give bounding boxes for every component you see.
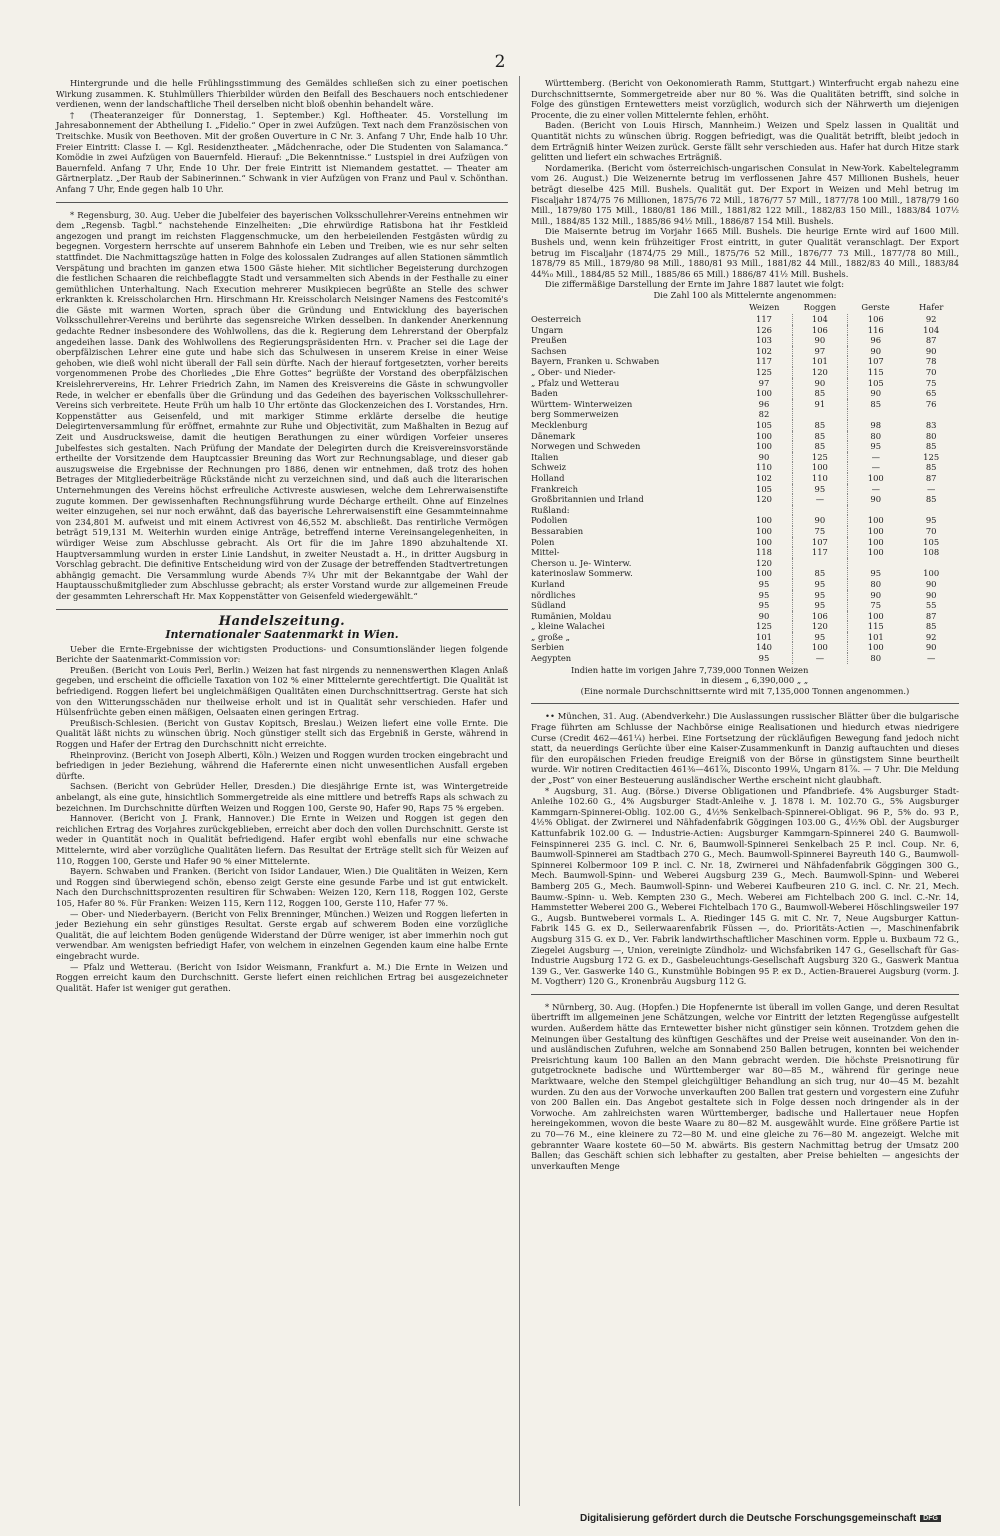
cell-value: 96 <box>758 398 770 409</box>
cell-value: 78 <box>925 356 937 367</box>
cell-value: 97 <box>792 346 848 357</box>
table-row <box>531 568 959 579</box>
cell-value: 85 <box>792 441 848 452</box>
table-row <box>531 494 959 505</box>
row-label: Oesterreich <box>531 314 582 325</box>
cell-value: 98 <box>870 420 882 430</box>
row-label: „ Pfalz und Wetterau <box>531 377 620 388</box>
cell-value: 95 <box>758 653 770 664</box>
cell-value: 87 <box>925 472 937 483</box>
article-regensburg: * Regensburg, 30. Aug. Ueber die Jubelfeier des bayerischen Volksschullehrer-Vereins entnehmen wir dem „Regensb. Tagbl.“ nachstehende Einzelheiten: „Die ehrwürdige Ratisbona hat ihr Festkleid angezogen und prangt im reichsten Flaggenschmucke, um den herbeieilenden Festgästen würdig zu begegnen. Vorgestern herrschte auf unserem Bahnhofe ein Leben und Treiben, wie es nur sehr selten stattfindet. Die Nachmittagszüge hatten in Folge des kolossalen Zudranges auf allen Stationen sämmtlich Verspätung und brachten im ganzen etwa 1500 Gäste hieher. Mit sichtlicher Begeisterung durchzogen die festlichen Schaaren die reichbeflaggte Stadt und versammelten sich Abends in der Festhalle zu einer gemüthlichen Unterhaltung. Nach Execution mehrerer Musikpiecen begrüßte an Stelle des schwer erkrankten k. Kreisscholarchen Hrn. Hirschmann Hr. Kreisscholarch Neisinger Namens des Festcomité's die Gäste mit warmen Worten, sprach über die Gründung und Entwicklung des bayerischen Volksschullehrer-Vereins und berührte das segensreiche Wirken desselben. In dankender Anerkennung gedachte Redner insbesondere des Wohlwollens, das die k. Regierung dem Lehrerstand der Oberpfalz angedeihen lasse. Dank des Wohlwollens des Regierungspräsidenten Hrn. v. Pracher sei die Lage der oberpfälzischen Lehrer eine gute und habe sich das Schulwesen in unserem Kreise in einer Weise gehoben, wie dieß wohl nicht überall der Fall sein dürfte. Nach der hierauf fortgesetzten, vorher bereits vorgenommenen Probe des Chorliedes „Die Ehre Gottes“ begrüßte der Vorstand des oberpfälzischen Kreislehrervereins, Hr. Lehrer Friedrich Zahn, im Namen des Kreisvereins die Gäste in schwungvoller Rede, in welcher er ebenfalls über die Gründung und das Gedeihen des bayerischen Volksschullehrer-Vereins sich verbreitete. Heute Früh um halb 10 Uhr ertönte das Glockenzeichen des I. Vorstandes, Hrn. Koppenstätter aus Geisenfeld, und mit markiger Stimme erklärte derselbe die heutige Delegirtenversammlung für eröffnet, ermahnte zur Ruhe und Objectivität, zum Maßhalten in Bezug auf Zeit und Ausdrucksweise, damit die heutigen Berathungen zu einer würdigen Vorfeier unseres Jubelfestes sich gestalten. Nach Prüfung der Mandate der Delegirten durch die Kreisvereinsvorstände ertheilte der Vorsitzende dem Hauptcassier Breuning das Wort zur Rechnungsablage, und dieser gab auszugsweise die Ergebnisse der Rechnungen pro 1886, denen wir entnehmen, daß trotz des hohen Betrages der Mitgliederbeiträge Rückstände nicht zu verzeichnen sind, und daß auch die literarischen Unternehmungen des Vereins höchst erfreuliche Activreste auswiesen, welche dem Lehrerwaisenstifte zugute kommen. Der gewissenhaften Rechnungsführung wurde Décharge ertheilt. Ohne auf Einzelnes weiter einzugehen, sei nur noch erwähnt, daß das bayerische Lehrerwaisenstift eine Gesammteinnahme von 234,801 M. aufweist und mit einem Activrest von 46,552 M. abschließt. Das rentirliche Vermögen beträgt 519,131 M. Weiterhin wurden einige Anträge, betreffend interne Vereinsangelegenheiten, in würdiger Weise zum Abschlusse gebracht. Als Ort für die im Jahre 1890 abzuhaltende XI. Hauptversammlung wurden in erster Linie Landshut, in zweiter Neustadt a. H., in dritter Augsburg in Vorschlag gebracht. Die definitive Entscheidung wird von der Zusage der betreffenden Stadtvertretungen abhängig gemacht. Die Versammlung wurde Abends 7¾ Uhr mit der Bekanntgabe der Wahl der Hauptausschußmitglieder zum Abschlusse gebracht; als erster Vorstand wurde zur allgemeinen Freude der gesammten Lehrerschaft Hr. Max Koppenstätter von Geisenfeld wiedergewählt.“ <box>56 209 508 601</box>
cell-value: 65 <box>925 388 937 399</box>
saaten-paragraph: — Ober- und Niederbayern. (Bericht von Felix Brenninger, München.) Weizen und Roggen lieferten in jeder Beziehung ein sehr günstiges Resultat. Gerste ergab auf schwerem Boden eine vorzügliche Qualität, die auf leichtem Boden genügende Widerstand der Dürre weniger, ist aber immerhin noch gut verwendbar. Am wenigsten befriedigt Hafer, von welchem in einzelnen Gegenden kaum eine halbe Ernte eingebracht wurde. <box>56 908 508 961</box>
cell-value: 85 <box>792 388 848 399</box>
cell-value: 90 <box>792 335 848 346</box>
cell-value: 55 <box>925 600 937 611</box>
cell-value: 125 <box>756 621 773 632</box>
cell-value: 90 <box>870 345 882 356</box>
cell-value: 95 <box>870 568 882 579</box>
table-row <box>531 325 959 336</box>
cell-value <box>903 558 959 569</box>
table-row <box>531 515 959 526</box>
row-label: „ Ober- und Nieder- <box>531 367 616 378</box>
header-weizen: Weizen <box>749 302 780 313</box>
row-label: Baden <box>531 388 558 399</box>
article-augsburg: * Augsburg, 31. Aug. (Börse.) Diverse Obligationen und Pfandbriefe. 4% Augsburger Stadt-Anleihe 102.60 G., 4% Augsburger Stadt-Anleihe v. J. 1878 i. M. 102.70 G., 5% Augsburger Kammgarn-Spinnerei-Oblig. 102.00 G., 4½% Senkelbach-Spinnerei-Obligat. 96 P., 5% do. 93 P., 4½% Obligat. der Zwirnerei und Nähfadenfabrik Göggingen 103.00 G., 4½% Obl. der Augsburger Kattunfabrik 102.00 G. — Industrie-Actien: Augsburger Kammgarn-Spinnerei 240 G. Baumwoll-Feinspinnerei 235 G. incl. C. Nr. 6, Baumwoll-Spinnerei Senkelbach 25 P. incl. Coup. Nr. 6, Baumwoll-Spinnerei am Stadtbach 270 G., Mech. Baumwoll-Spinnerei Bayreuth 140 G., Baumwoll-Spinnerei Kolbermoor 109 P. incl. C. Nr. 18, Zwirnerei und Nähfadenfabrik Göggingen 300 G., Mech. Baumwoll-Spinn- und Weberei Augsburg 239 G., Mech. Baumwoll-Spinn- und Weberei Bamberg 205 G., Mech. Baumwoll-Spinn- und Weberei Kaufbeuren 210 G. incl. C. Nr. 21, Mech. Baumw.-Spinn- u. Web. Kempten 230 G., Mech. Weberei am Fichtelbach 200 G. incl. C.-Nr. 14, Hammstetter Weberei 200 G., Weberei Fichtelbach 170 G., Baumwoll-Weberei Höschlingsweiler 197 G., Augsb. Buntweberei vormals L. A. Riedinger 145 G. mit C. Nr. 7, Neue Augsburger Kattun-Fabrik 145 G. ex D., Seilerwaarenfabrik Füssen —, do. Prioritäts-Actien —, Maschinenfabrik Augsburg 315 G. ex D., Ver. Fabrik landwirthschaftlicher Maschinen vorm. Epple u. Buxbaum 72 G., Ziegelei Augsburg —, Union, vereinigte Zündholz- und Wichsfabriken 147 G., Gesellschaft für Gas-Industrie Augsburg 172 G. ex D., Gasbeleuchtungs-Gesellschaft Augsburg 320 G., Gaswerk Mantua 139 G., Ver. Gaswerke 140 G., Kunstmühle Bobingen 95 P. ex D., Actien-Brauerei Augsburg (vorm. J. M. Vogtherr) 120 G., Kronenbräu Augsburg 112 G. <box>531 785 959 987</box>
row-label: nördliches <box>531 589 576 600</box>
cell-value: 100 <box>792 462 848 473</box>
cell-value: 70 <box>925 525 937 536</box>
cell-value <box>848 505 904 516</box>
table-row <box>531 505 959 516</box>
cell-value: 87 <box>925 335 937 346</box>
cell-value: 104 <box>792 314 848 325</box>
saaten-paragraph: — Pfalz und Wetterau. (Bericht von Isidor Weismann, Frankfurt a. M.) Die Ernte in Weizen und Roggen erreicht kaum den Durchschnitt. Gerste liefert einen reichlichen Ertrag bei ausgezeichneter Qualität. Hafer ist weniger gut gerathen. <box>56 961 508 993</box>
cell-value: 115 <box>867 367 884 378</box>
cell-value: 115 <box>867 621 884 632</box>
saaten-paragraph: Hannover. (Bericht von J. Frank, Hannover.) Die Ernte in Weizen und Roggen ist gegen den reichlichen Ertrag des Vorjahres zurückgeblieben, erreicht aber doch den vollen Durchschnitt. Gerste ist weder in Quantität noch in Qualität befriedigend. Hafer ergibt wohl ebenfalls nur eine schwache Mittelernte, wird aber vorzügliche Qualitäten liefern. Das Resultat der Erträge stellt sich für Weizen auf 110, Roggen 100, Gerste und Hafer 90 % einer Mittelernte. <box>56 813 508 866</box>
row-label: Kurland <box>531 578 565 589</box>
table-row <box>531 558 959 569</box>
cell-value: 95 <box>758 589 770 600</box>
row-label: Cherson u. Je- Winterw. <box>531 557 632 568</box>
cell-value: 107 <box>867 356 884 367</box>
table-row <box>531 431 959 442</box>
cell-value: 103 <box>756 335 773 346</box>
cell-value: 105 <box>923 536 940 547</box>
cell-value: 85 <box>925 621 937 632</box>
table-note: (Eine normale Durchschnittsernte wird mit 7,135,000 Tonnen angenommen.) <box>580 685 910 696</box>
cell-value: 95 <box>792 632 848 643</box>
cell-value: 101 <box>792 356 848 367</box>
cell-value: 100 <box>923 568 940 579</box>
cell-value: 100 <box>867 547 884 558</box>
table-row <box>531 632 959 643</box>
cell-value: — <box>871 462 880 473</box>
cell-value: 95 <box>925 515 937 526</box>
section-title-handelszeitung: Handelszeitung. <box>218 613 346 629</box>
row-label: Holland <box>531 472 565 483</box>
cell-value: 117 <box>792 547 848 558</box>
cell-value: 85 <box>792 568 848 579</box>
saaten-paragraph: Rheinprovinz. (Bericht von Joseph Alberti, Köln.) Weizen und Roggen wurden trocken eingebracht und befriedigen in jeder Beziehung, während die Haferernte einen nicht unwesentlichen Ausfall ergeben dürfte. <box>56 749 508 781</box>
table-row <box>531 356 959 367</box>
cell-value: 100 <box>867 610 884 621</box>
cell-value: 95 <box>870 441 882 452</box>
cell-value: 70 <box>925 367 937 378</box>
cell-value: 110 <box>792 473 848 484</box>
cell-value: 80 <box>925 430 937 441</box>
table-row <box>531 335 959 346</box>
cell-value: 90 <box>870 589 882 600</box>
row-label: Italien <box>531 451 559 462</box>
footer-text: Digitalisierung gefördert durch die Deutsche Forschungsgemeinschaft <box>580 1513 917 1524</box>
cell-value: 97 <box>758 377 770 388</box>
row-label: Podolien <box>531 515 568 526</box>
table-row <box>531 526 959 537</box>
row-label: Dänemark <box>531 430 576 441</box>
cell-value <box>848 558 904 569</box>
row-label: Norwegen und Schweden <box>531 441 641 452</box>
left-column <box>56 78 508 993</box>
cell-value: 117 <box>756 356 773 367</box>
cell-value: 120 <box>756 557 773 568</box>
table-row <box>531 420 959 431</box>
cell-value: — <box>871 483 880 494</box>
article-intro: Hintergrunde und die helle Frühlingsstimmung des Gemäldes schließen sich zu einer poetischen Wirkung zusammen. K. Stuhlmüllers Thierbilder würden den Beifall des Beschauers noch entschiedener verdienen, wenn der landschaftliche Theil derselben nicht bloß obenhin behandelt wäre. <box>56 78 508 110</box>
cell-value: 90 <box>925 345 937 356</box>
row-label: „ kleine Walachei <box>531 621 605 632</box>
cell-value: 100 <box>867 472 884 483</box>
cell-value: 92 <box>925 631 937 642</box>
row-label: Mecklenburg <box>531 420 588 430</box>
table-row <box>531 346 959 357</box>
cell-value: 100 <box>756 441 773 452</box>
cell-value: 105 <box>867 377 884 388</box>
row-label: Großbritannien und Irland <box>531 494 644 505</box>
cell-value: 118 <box>756 547 773 558</box>
column-divider <box>519 76 520 1506</box>
table-row <box>531 642 959 653</box>
page-number: 2 <box>494 52 506 72</box>
cell-value: 96 <box>870 335 882 346</box>
cell-value: 75 <box>870 600 882 611</box>
divider <box>531 703 959 704</box>
cell-value: 80 <box>870 578 882 589</box>
cell-value: 100 <box>756 525 773 536</box>
cell-value: 106 <box>867 314 884 325</box>
cell-value: 104 <box>923 324 940 335</box>
table-row <box>531 378 959 389</box>
cell-value: — <box>871 451 880 462</box>
cell-value: 80 <box>870 653 882 664</box>
cell-value: 90 <box>925 589 937 600</box>
table-row <box>531 611 959 622</box>
cell-value: 110 <box>756 462 773 473</box>
cell-value: 125 <box>923 451 940 462</box>
saaten-paragraph: Ueber die Ernte-Ergebnisse der wichtigsten Productions- und Consumtionsländer liegen folgende Berichte der Saatenmarkt-Commission vor: <box>56 643 508 665</box>
cell-value: 90 <box>870 388 882 399</box>
article-muenchen: •• München, 31. Aug. (Abendverkehr.) Die Auslassungen russischer Blätter über die bulgarische Frage führten am Schlusse der Nachbörse einige Realisationen und hiedurch etwas niedrigere Curse (Credit 462—461¼) herbei. Eine Fortsetzung der rückläufigen Bewegung fand jedoch nicht statt, da neuerdings Gerüchte über eine Kaiser-Zusammenkunft in Danzig auftauchten und dieses für den europäischen Frieden freudige Ereigniß von der Börse in günstigstem Sinne beurtheilt wurde. Wir notiren Creditactien 461⅜—461⅞, Disconto 199⅛, Ungarn 81⅞. — 7 Uhr. Die Meldung der „Post“ von einer Besteuerung ausländischer Werthe erscheint nicht glaubhaft. <box>531 711 959 785</box>
cell-value: 100 <box>867 515 884 526</box>
row-label: Sachsen <box>531 345 567 356</box>
row-label: katerinoslaw Sommerw. <box>531 568 633 579</box>
table-row <box>531 653 959 664</box>
cell-value: 100 <box>756 515 773 526</box>
table-row <box>531 314 959 325</box>
row-label: Württem- Winterweizen <box>531 398 633 409</box>
row-label: Rumänien, Moldau <box>531 610 612 621</box>
cell-value: 100 <box>756 430 773 441</box>
cell-value: 95 <box>792 600 848 611</box>
cell-value: — <box>926 483 936 494</box>
cell-value: 140 <box>756 642 773 653</box>
row-label: Bessarabien <box>531 525 584 536</box>
table-caption: Die Zahl 100 als Mittelernte angenommen: <box>653 289 837 300</box>
cell-value: 87 <box>925 610 937 621</box>
cell-value: 75 <box>792 526 848 537</box>
cell-value: — <box>926 653 936 664</box>
cell-value: 95 <box>758 578 770 589</box>
cell-value: 90 <box>792 515 848 526</box>
cell-value: 90 <box>870 494 882 505</box>
cell-value: 90 <box>792 378 848 389</box>
cell-value: 90 <box>758 451 770 462</box>
article-nuernberg: * Nürnberg, 30. Aug. (Hopfen.) Die Hopfenernte ist überall im vollen Gange, und deren Resultat übertrifft im allgemeinen jene Schätzungen, welche vor Eintritt der letzten Regengüsse aufgestellt wurden. Außerdem hätte das Erntewetter bisher nicht günstiger sein können. Trotzdem gehen die Meinungen über Gestaltung des künftigen Geschäftes und der Preise weit auseinander. Von den in- und ausländischen Zufuhren, welche am Sonnabend 250 Ballen betrugen, konnten bei weichender Preisrichtung kaum 100 Ballen an den Mann gebracht werden. Die höchste Preisnotirung für gutgetrocknete badische und Württemberger war 80—85 M., während für geringe neue Marktwaare, welche den Stempel gleichgültiger Behandlung an sich trug, nur 40—45 M. bezahlt wurden. Zu den aus der Vorwoche unverkauften 200 Ballen trat gestern und vorgestern eine Zufuhr von 200 Ballen ein. Das Angebot gestaltete sich in Folge dessen noch dringender als in der Vorwoche. Am zahlreichsten waren Württemberger, badische und Hallertauer neue Hopfen hereingekommen, wovon die beste Waare zu 80—82 M. ausgewählt wurde. Eine größere Partie ist zu 70—76 M., eine kleinere zu 72—80 M. und eine gleiche zu 76—80 M. angezeigt. Welche mit gebrannter Waare kostete 60—50 M. abwärts. Bis gestern Nachmittag betrug der Umsatz 200 Ballen; das Geschäft schien sich lebhafter zu gestalten, aber Preise behielten — angesichts der unverkauften Menge <box>531 1001 959 1171</box>
cell-value: 102 <box>756 345 773 356</box>
report-paragraph: Baden. (Bericht von Louis Hirsch, Mannheim.) Weizen und Spelz lassen in Qualität und Quantität nichts zu wünschen übrig. Roggen befriedigt, was die Qualität betrifft, bleibt jedoch in dem Erträgniß hinter Weizen zurück. Gerste fällt sehr verschieden aus. Hafer hat durch Hitze stark gelitten und liefert ein schwaches Erträgniß. <box>531 120 959 163</box>
cell-value: 125 <box>756 367 773 378</box>
section-title-saatenmarkt: Internationaler Saatenmarkt in Wien. <box>165 628 399 642</box>
cell-value: — <box>792 653 848 664</box>
row-label: Polen <box>531 536 555 547</box>
divider <box>56 609 508 610</box>
cell-value: 85 <box>870 398 882 409</box>
cell-value: 125 <box>792 452 848 463</box>
table-note: Indien hatte im vorigen Jahre 7,739,000 Tonnen Weizen <box>571 664 809 675</box>
header-gerste: Gerste <box>861 302 890 313</box>
cell-value: 76 <box>925 398 937 409</box>
cell-value <box>792 558 848 569</box>
table-row <box>531 462 959 473</box>
cell-value: 120 <box>792 621 848 632</box>
cell-value: 90 <box>925 642 937 653</box>
right-column <box>531 78 959 1171</box>
harvest-table <box>531 301 959 663</box>
theater-announcement: † (Theateranzeiger für Donnerstag, 1. September.) Kgl. Hoftheater. 45. Vorstellung im Jahresabonnement der Abtheilung I. „Fidelio.“ Oper in zwei Aufzügen. Text nach dem Französischen von Treitschke. Musik von Beethoven. Mit der großen Ouverture in C Nr. 3. Anfang 7 Uhr, Ende halb 10 Uhr. Freier Eintritt: Classe I. — Kgl. Residenztheater. „Mädchenrache, oder Die Studenten von Salamanca.“ Komödie in zwei Aufzügen von Bauernfeld. Hierauf: „Die Bekenntnisse.“ Lustspiel in drei Aufzügen von Bauernfeld. Anfang 7 Uhr, Ende 10 Uhr. Der freie Eintritt ist Niemandem gestattet. — Theater am Gärtnerplatz. „Der Raub der Sabinerinnen.“ Schwank in vier Aufzügen von Franz und Paul v. Schönthan. Anfang 7 Uhr, Ende gegen halb 10 Uhr. <box>56 109 508 194</box>
saaten-paragraph: Sachsen. (Bericht von Gebrüder Heller, Dresden.) Die diesjährige Ernte ist, was Wintergetreide anbelangt, als eine gute, hinsichtlich Sommergetreide als eine mittlere und betreffs Raps als schwach zu bezeichnen. Im Durchschnitte dürften Weizen und Roggen 100, Gerste 90, Hafer 90, Raps 75 % ergeben. <box>56 781 508 813</box>
cell-value: 100 <box>867 525 884 536</box>
cell-value: 102 <box>756 472 773 483</box>
cell-value: 85 <box>925 494 937 505</box>
cell-value: 101 <box>867 631 884 642</box>
table-row <box>531 621 959 632</box>
table-row <box>531 388 959 399</box>
cell-value: 105 <box>756 483 773 494</box>
report-paragraph: Württemberg. (Bericht von Oekonomierath Ramm, Stuttgart.) Winterfrucht ergab nahezu eine Durchschnittsernte, Sommergetreide aber nur 80 %. Was die Qualitäten betrifft, sind solche in Folge des günstigen Erntewetters meist vorzüglich, wodurch sich der Nährwerth um diejenigen Procente, die zu einer vollen Mittelernte fehlen, erhöht. <box>531 78 959 120</box>
cell-value: 106 <box>792 325 848 336</box>
cell-value: 120 <box>756 494 773 505</box>
cell-value: 85 <box>792 431 848 442</box>
cell-value <box>792 505 848 516</box>
cell-value: 107 <box>792 537 848 548</box>
cell-value: 92 <box>925 314 937 325</box>
table-row <box>531 399 959 410</box>
row-label: Mittel- <box>531 547 560 558</box>
cell-value: 95 <box>792 579 848 590</box>
row-label: Rußland: <box>531 504 570 515</box>
saaten-paragraph: Preußisch-Schlesien. (Bericht von Gustav Kopitsch, Breslau.) Weizen liefert eine volle Ernte. Die Qualität läßt nichts zu wünschen übrig. Noch günstiger stellt sich das Ergebniß in Gerste, während in Roggen und Hafer der Ertrag den Durchschnitt nicht erreichte. <box>56 717 508 750</box>
report-paragraph: Nordamerika. (Bericht vom österreichisch-ungarischen Consulat in New-York. Kabeltelegramm vom 26. August.) Die Weizenernte betrug im verflossenen Jahre 457 Millionen Bushels, heuer beträgt dieselbe 425 Mill. Bushels. Qualität gut. Der Export in Weizen und Mehl betrug im Fiscaljahr 1874/75 76 Millionen, 1875/76 72 Mill., 1876/77 57 Mill., 1877/78 100 Mill., 1878/79 160 Mill., 1879/80 175 Mill., 1880/81 186 Mill., 1881/82 122 Mill., 1882/83 150 Mill., 1883/84 107½ Mill., 1884/85 132 Mill., 1885/86 94½ Mill., 1886/87 154 Mill. Bushels. <box>531 162 959 226</box>
row-label: Südland <box>531 600 566 611</box>
row-label: berg Sommerweizen <box>531 409 619 420</box>
row-label: Ungarn <box>531 324 564 335</box>
table-row <box>531 537 959 548</box>
cell-value: 85 <box>925 462 937 473</box>
cell-value <box>792 409 848 420</box>
row-label: Serbien <box>531 642 565 653</box>
cell-value: 90 <box>758 610 770 621</box>
cell-value <box>848 409 904 420</box>
cell-value: 80 <box>870 430 882 441</box>
report-paragraph: Die Maisernte betrug im Vorjahr 1665 Mill. Bushels. Die heurige Ernte wird auf 1600 Mill. Bushels und, wenn kein frühzeitiger Frost eintritt, in guter Qualität veranschlagt. Der Export betrug im Fiscaljahr (1874/75 29 Mill., 1875/76 52 Mill., 1876/77 73 Mill., 1877/78 80 Mill., 1878/79 85 Mill., 1879/80 98 Mill., 1880/81 93 Mill., 1881/82 44 Mill., 1882/83 40 Mill., 1883/84 44⁸⁄₁₀ Mill., 1884/85 52 Mill., 1885/86 65 Mill.) 1886/87 41½ Mill. Bushels. <box>531 226 959 279</box>
cell-value: 100 <box>756 388 773 399</box>
table-note: in diesem „ 6,390,000 „ „ <box>701 675 809 686</box>
cell-value <box>736 505 792 516</box>
table-row <box>531 452 959 463</box>
table-row <box>531 579 959 590</box>
row-label: Preußen <box>531 335 567 346</box>
digitization-footer <box>580 1513 941 1524</box>
cell-value: 126 <box>756 324 773 335</box>
cell-value: 117 <box>756 314 773 325</box>
header-roggen: Roggen <box>803 302 837 313</box>
cell-value: 83 <box>925 420 937 430</box>
cell-value: 116 <box>867 324 884 335</box>
cell-value: 85 <box>792 420 848 431</box>
cell-value: 95 <box>758 600 770 611</box>
cell-value: 100 <box>792 642 848 653</box>
saaten-paragraph: Preußen. (Bericht von Louis Perl, Berlin.) Weizen hat fast nirgends zu nennenswerthen Klagen Anlaß gegeben, und erscheint die officielle Taxation von 102 % einer Mittelernte gerechtfertigt. Die Qualität ist befriedigend. Roggen liefert bei ungleichmäßigen Qualitäten einen Durchschnittsertrag. Gerste hat sich von den Witterungsschäden nur theilweise erholt und ist in Qualität sehr verschieden. Hafer und Hülsenfrüchte geben einen mäßigen, Oelsaaten einen geringen Ertrag. <box>56 664 508 718</box>
table-row <box>531 441 959 452</box>
divider <box>56 202 508 203</box>
cell-value: — <box>792 494 848 505</box>
divider <box>531 994 959 995</box>
table-row <box>531 409 959 420</box>
cell-value: 100 <box>756 536 773 547</box>
cell-value <box>903 505 959 516</box>
cell-value: 95 <box>792 484 848 495</box>
cell-value: 95 <box>792 590 848 601</box>
table-row <box>531 367 959 378</box>
row-label: Schweiz <box>531 462 567 473</box>
row-label: Frankreich <box>531 483 578 494</box>
row-label: Aegypten <box>531 653 572 664</box>
cell-value: 100 <box>867 536 884 547</box>
cell-value: 91 <box>792 399 848 410</box>
row-label: Bayern, Franken u. Schwaben <box>531 356 660 367</box>
cell-value <box>903 409 959 420</box>
saaten-paragraph: Bayern. Schwaben und Franken. (Bericht von Isidor Landauer, Wien.) Die Qualitäten in Weizen, Kern und Roggen sind überwiegend schön, ebenso zeigt Gerste eine gesunde Farbe und ist gut entwickelt. Nach den Durchschnittsprozenten resultiren für Schwaben: Weizen 120, Kern 118, Roggen 102, Gerste 105, Hafer 80 %. Für Franken: Weizen 115, Kern 112, Roggen 100, Gerste 110, Hafer 77 %. <box>56 866 508 908</box>
cell-value: 100 <box>756 568 773 579</box>
cell-value: 75 <box>925 377 937 388</box>
cell-value: 90 <box>925 578 937 589</box>
cell-value: 100 <box>867 642 884 653</box>
row-label: „ große „ <box>531 631 570 642</box>
cell-value: 108 <box>923 547 940 558</box>
report-paragraph: Die ziffermäßige Darstellung der Ernte im Jahre 1887 lautet wie folgt: <box>545 279 845 290</box>
cell-value: 82 <box>758 409 770 420</box>
cell-value: 105 <box>756 420 773 430</box>
table-row <box>531 484 959 495</box>
cell-value: 101 <box>756 631 773 642</box>
cell-value: 85 <box>925 441 937 452</box>
dfg-logo: DFG <box>920 1515 941 1522</box>
header-region <box>531 301 736 314</box>
table-row <box>531 600 959 611</box>
header-hafer: Hafer <box>918 302 944 313</box>
table-row <box>531 473 959 484</box>
table-row <box>531 590 959 601</box>
cell-value: 106 <box>792 611 848 622</box>
table-row <box>531 547 959 558</box>
cell-value: 120 <box>792 367 848 378</box>
